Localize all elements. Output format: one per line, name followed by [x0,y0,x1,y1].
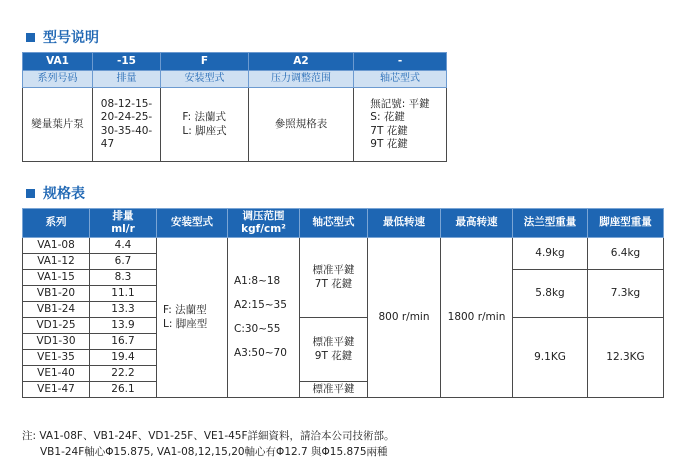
spec-header-row [23,209,664,238]
label-pressure: 压力调整范围 [249,71,354,88]
displacement-cell: 19.4 [90,350,157,366]
code-displacement: -15 [93,53,161,71]
shaft-line: S: 花鍵 [370,111,405,124]
header-max-speed: 最高转速 [441,209,513,238]
code-mount: F [161,53,249,71]
series-name: 變量葉片泵 [23,88,93,162]
displacement-cell: 16.7 [90,334,157,350]
pressure-range-cell [228,238,300,398]
label-series: 系列号码 [23,71,93,88]
table-row [23,318,664,334]
shaft-type-cell: 標准平鍵 [300,382,368,398]
header-series: 系列 [23,209,90,238]
flange-weight-cell: 5.8kg [513,270,588,318]
mount-line: L: 脚座式 [182,124,227,137]
model-cell: VB1-20 [23,286,90,302]
displacement-cell: 22.2 [90,366,157,382]
square-bullet-icon [26,189,35,198]
displacement-cell: 11.1 [90,286,157,302]
pressure-range-line: A1:8~18 [234,274,281,287]
mount-options [161,88,249,162]
shaft-type-line: 9T 花鍵 [314,349,353,362]
note-line-1: 注: VA1-08F、VB1-24F、VD1-25F、VE1-45F詳細資料，請洽本公司技術部。 [22,430,395,442]
model-cell: VD1-30 [23,334,90,350]
model-code-row [23,53,447,71]
flange-weight-cell: 4.9kg [513,238,588,270]
model-label-row [23,71,447,88]
shaft-line: 9T 花鍵 [370,137,408,150]
header-displacement [90,209,157,238]
header-displacement-label: 排量 [112,209,134,222]
model-cell: VB1-24 [23,302,90,318]
shaft-options [354,88,447,162]
pressure-range-line: C:30~55 [234,323,281,335]
shaft-type-cell [300,318,368,382]
mount-type-line: F: 法蘭型 [163,304,207,317]
label-mount: 安装型式 [161,71,249,88]
foot-weight-cell: 7.3kg [588,270,664,318]
code-shaft: - [354,53,447,71]
displacement-line: 20-24-25- [100,111,153,124]
shaft-type-line: 7T 花鍵 [314,277,353,290]
header-pressure-label: 调压范围 [242,209,285,222]
model-cell: VA1-15 [23,270,90,286]
model-cell: VE1-35 [23,350,90,366]
displacement-line: 08-12-15- [100,98,153,111]
displacement-line: 47 [100,137,115,150]
spec-section-title-text: 规格表 [43,186,85,202]
flange-weight-cell: 9.1KG [513,318,588,398]
pressure-reference: 參照規格表 [249,88,354,162]
displacement-cell: 13.9 [90,318,157,334]
model-body-row [23,88,447,162]
shaft-type-line: 標准平鍵 [312,336,355,349]
displacement-cell: 4.4 [90,238,157,254]
shaft-line: 7T 花鍵 [370,124,408,137]
model-section-title [26,29,99,45]
header-foot-weight: 脚座型重量 [588,209,664,238]
displacement-line: 30-35-40- [100,124,153,137]
header-mount: 安装型式 [157,209,228,238]
max-speed-cell: 1800 r/min [441,238,513,398]
header-shaft: 轴芯型式 [300,209,368,238]
mount-type-cell [157,238,228,398]
note-line-2: VB1-24F軸心Φ15.875, VA1-08,12,15,20軸心有Φ12.7 與Φ15.875兩種 [40,446,388,458]
header-pressure [228,209,300,238]
header-pressure-unit: kgf/cm² [241,223,286,235]
mount-line: F: 法蘭式 [182,111,226,124]
model-cell: VD1-25 [23,318,90,334]
header-flange-weight: 法兰型重量 [513,209,588,238]
label-displacement: 排量 [93,71,161,88]
label-shaft: 轴芯型式 [354,71,447,88]
spec-section-title [26,185,85,201]
foot-weight-cell: 6.4kg [588,238,664,270]
model-cell: VA1-12 [23,254,90,270]
foot-weight-cell: 12.3KG [588,318,664,398]
code-pressure: A2 [249,53,354,71]
header-displacement-unit: ml/r [111,223,135,235]
displacement-cell: 13.3 [90,302,157,318]
displacement-options [93,88,161,162]
pressure-range-line: A2:15~35 [234,298,287,311]
model-cell: VE1-40 [23,366,90,382]
model-section-title-text: 型号说明 [43,30,99,46]
spec-table [22,208,664,398]
displacement-cell: 26.1 [90,382,157,398]
pressure-range-line: A3:50~70 [234,347,287,360]
square-bullet-icon [26,33,35,42]
shaft-line: 無記號: 平鍵 [370,98,430,111]
model-cell: VA1-08 [23,238,90,254]
table-row [23,238,664,254]
shaft-type-cell [300,238,368,318]
shaft-type-line: 標准平鍵 [312,264,355,277]
min-speed-cell: 800 r/min [368,238,441,398]
displacement-cell: 8.3 [90,270,157,286]
mount-type-line: L: 脚座型 [163,317,208,330]
displacement-cell: 6.7 [90,254,157,270]
model-cell: VE1-47 [23,382,90,398]
code-series: VA1 [23,53,93,71]
model-code-table [22,52,447,162]
header-min-speed: 最低转速 [368,209,441,238]
